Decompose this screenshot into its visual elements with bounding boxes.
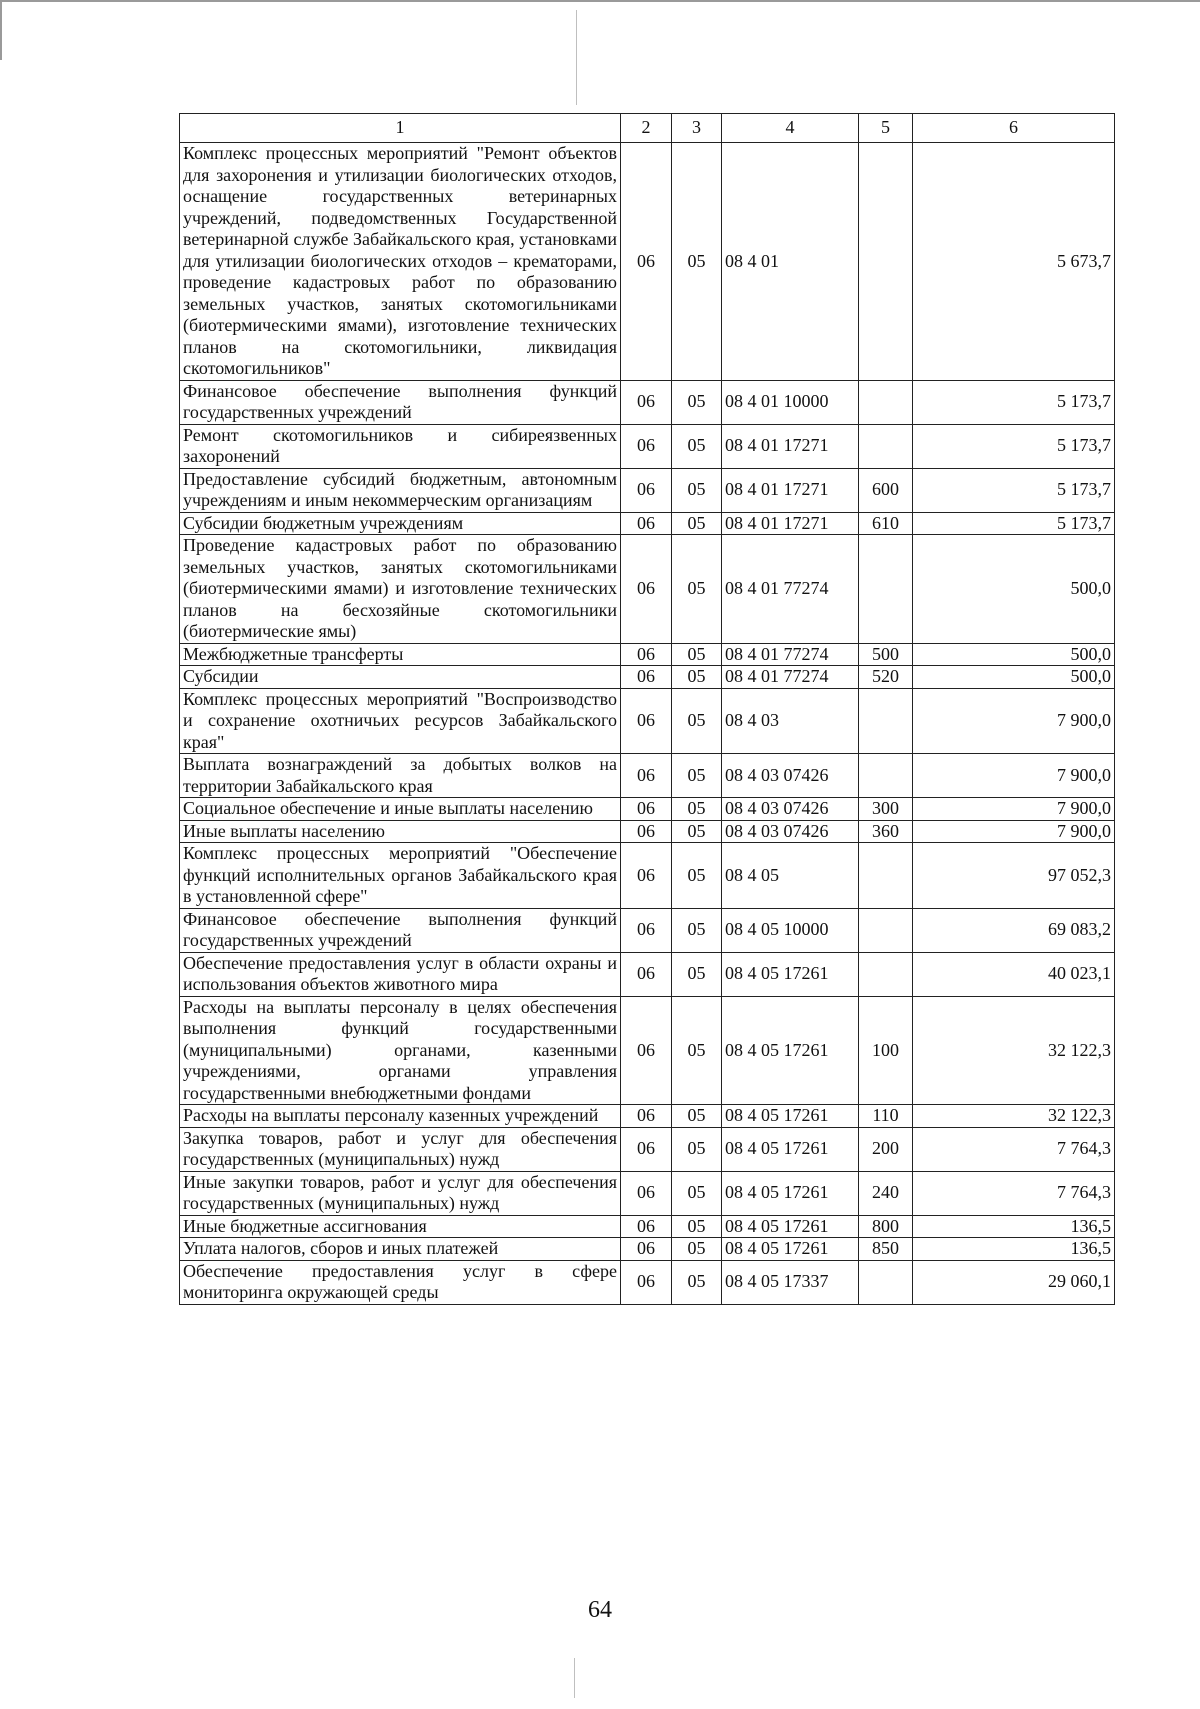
cell-name: Межбюджетные трансферты bbox=[180, 643, 621, 666]
cell-name: Выплата вознаграждений за добытых волков на территории Забайкальского края bbox=[180, 754, 621, 798]
table-row bbox=[180, 424, 1115, 468]
cell-target-article: 08 4 03 07426 bbox=[722, 820, 859, 843]
cell-subsection: 05 bbox=[672, 1171, 722, 1215]
cell-expense-type bbox=[859, 535, 913, 644]
table-row bbox=[180, 1238, 1115, 1261]
cell-target-article: 08 4 03 bbox=[722, 688, 859, 754]
cell-amount: 136,5 bbox=[913, 1215, 1115, 1238]
cell-target-article: 08 4 05 bbox=[722, 843, 859, 909]
cell-section: 06 bbox=[621, 1127, 672, 1171]
cell-amount: 500,0 bbox=[913, 643, 1115, 666]
table-row bbox=[180, 143, 1115, 381]
cell-amount: 7 900,0 bbox=[913, 688, 1115, 754]
cell-expense-type bbox=[859, 908, 913, 952]
table-row bbox=[180, 666, 1115, 689]
cell-subsection: 05 bbox=[672, 688, 722, 754]
cell-subsection: 05 bbox=[672, 1260, 722, 1304]
cell-target-article: 08 4 01 77274 bbox=[722, 643, 859, 666]
table-row bbox=[180, 512, 1115, 535]
cell-target-article: 08 4 03 07426 bbox=[722, 798, 859, 821]
cell-section: 06 bbox=[621, 380, 672, 424]
scan-left-border bbox=[0, 0, 2, 60]
table-header-row bbox=[180, 114, 1115, 143]
cell-expense-type: 100 bbox=[859, 996, 913, 1105]
cell-target-article: 08 4 05 17261 bbox=[722, 1171, 859, 1215]
cell-subsection: 05 bbox=[672, 468, 722, 512]
budget-table bbox=[179, 113, 1115, 1305]
cell-amount: 5 673,7 bbox=[913, 143, 1115, 381]
cell-section: 06 bbox=[621, 535, 672, 644]
cell-expense-type bbox=[859, 143, 913, 381]
cell-expense-type bbox=[859, 754, 913, 798]
cell-name: Субсидии bbox=[180, 666, 621, 689]
cell-subsection: 05 bbox=[672, 820, 722, 843]
cell-target-article: 08 4 05 17261 bbox=[722, 952, 859, 996]
cell-expense-type bbox=[859, 1260, 913, 1304]
cell-subsection: 05 bbox=[672, 380, 722, 424]
cell-amount: 5 173,7 bbox=[913, 512, 1115, 535]
cell-section: 06 bbox=[621, 843, 672, 909]
cell-name: Обеспечение предоставления услуг в сфере мониторинга окружающей среды bbox=[180, 1260, 621, 1304]
cell-target-article: 08 4 01 10000 bbox=[722, 380, 859, 424]
table-row bbox=[180, 820, 1115, 843]
cell-name: Предоставление субсидий бюджетным, автономным учреждениям и иным некоммерческим организациям bbox=[180, 468, 621, 512]
scan-top-border bbox=[0, 0, 1200, 2]
cell-expense-type: 520 bbox=[859, 666, 913, 689]
cell-name: Социальное обеспечение и иные выплаты населению bbox=[180, 798, 621, 821]
table-row bbox=[180, 1215, 1115, 1238]
cell-target-article: 08 4 05 17261 bbox=[722, 1105, 859, 1128]
cell-subsection: 05 bbox=[672, 908, 722, 952]
table-row bbox=[180, 535, 1115, 644]
cell-amount: 40 023,1 bbox=[913, 952, 1115, 996]
table-row bbox=[180, 843, 1115, 909]
cell-name: Субсидии бюджетным учреждениям bbox=[180, 512, 621, 535]
cell-amount: 7 900,0 bbox=[913, 798, 1115, 821]
cell-subsection: 05 bbox=[672, 1127, 722, 1171]
cell-subsection: 05 bbox=[672, 1105, 722, 1128]
cell-expense-type: 800 bbox=[859, 1215, 913, 1238]
cell-expense-type: 850 bbox=[859, 1238, 913, 1261]
cell-expense-type: 300 bbox=[859, 798, 913, 821]
column-header: 6 bbox=[913, 114, 1115, 143]
cell-target-article: 08 4 05 17261 bbox=[722, 1215, 859, 1238]
table-row bbox=[180, 468, 1115, 512]
page-number: 64 bbox=[588, 1597, 612, 1623]
table-row bbox=[180, 1171, 1115, 1215]
table-row bbox=[180, 798, 1115, 821]
cell-section: 06 bbox=[621, 1105, 672, 1128]
cell-expense-type bbox=[859, 688, 913, 754]
column-header: 4 bbox=[722, 114, 859, 143]
cell-amount: 500,0 bbox=[913, 666, 1115, 689]
cell-name: Расходы на выплаты персоналу в целях обеспечения выполнения функций государственными (муниципальными) органами, казенными учреждениями, органами управления государственными внебюджетными фондами bbox=[180, 996, 621, 1105]
cell-name: Иные выплаты населению bbox=[180, 820, 621, 843]
cell-name: Обеспечение предоставления услуг в области охраны и использования объектов животного мира bbox=[180, 952, 621, 996]
cell-amount: 7 764,3 bbox=[913, 1127, 1115, 1171]
cell-amount: 29 060,1 bbox=[913, 1260, 1115, 1304]
cell-section: 06 bbox=[621, 666, 672, 689]
cell-target-article: 08 4 05 17337 bbox=[722, 1260, 859, 1304]
cell-amount: 5 173,7 bbox=[913, 424, 1115, 468]
table-row bbox=[180, 1260, 1115, 1304]
cell-subsection: 05 bbox=[672, 1238, 722, 1261]
table-row bbox=[180, 908, 1115, 952]
cell-expense-type: 360 bbox=[859, 820, 913, 843]
cell-section: 06 bbox=[621, 996, 672, 1105]
cell-section: 06 bbox=[621, 424, 672, 468]
cell-name: Комплекс процессных мероприятий "Воспроизводство и сохранение охотничьих ресурсов Забайкальского края" bbox=[180, 688, 621, 754]
column-header: 1 bbox=[180, 114, 621, 143]
cell-name: Проведение кадастровых работ по образованию земельных участков, занятых скотомогильниками (биотермическими ямами) и изготовление технических планов на бесхозяйные скотомогильники (биотермические ямы) bbox=[180, 535, 621, 644]
cell-expense-type bbox=[859, 843, 913, 909]
cell-expense-type: 610 bbox=[859, 512, 913, 535]
cell-amount: 32 122,3 bbox=[913, 1105, 1115, 1128]
cell-section: 06 bbox=[621, 952, 672, 996]
cell-subsection: 05 bbox=[672, 424, 722, 468]
cell-subsection: 05 bbox=[672, 798, 722, 821]
cell-expense-type bbox=[859, 380, 913, 424]
table-row bbox=[180, 996, 1115, 1105]
cell-name: Комплекс процессных мероприятий "Ремонт объектов для захоронения и утилизации биологических отходов, оснащение государственных ветеринарных учреждений, подведомственных Государственной ветеринарной службе Забайкальского края, установками для утилизации биологических отходов – крематорами, проведение кадастровых работ по образованию земельных участков, занятых скотомогильниками (биотермическими ямами), изготовление технических планов на скотомогильники, ликвидация скотомогильников" bbox=[180, 143, 621, 381]
cell-subsection: 05 bbox=[672, 535, 722, 644]
cell-expense-type: 110 bbox=[859, 1105, 913, 1128]
cell-name: Расходы на выплаты персоналу казенных учреждений bbox=[180, 1105, 621, 1128]
cell-amount: 7 900,0 bbox=[913, 754, 1115, 798]
cell-expense-type: 200 bbox=[859, 1127, 913, 1171]
cell-target-article: 08 4 01 17271 bbox=[722, 468, 859, 512]
cell-name: Иные закупки товаров, работ и услуг для обеспечения государственных (муниципальных) нужд bbox=[180, 1171, 621, 1215]
cell-amount: 5 173,7 bbox=[913, 468, 1115, 512]
cell-subsection: 05 bbox=[672, 666, 722, 689]
cell-amount: 7 900,0 bbox=[913, 820, 1115, 843]
table-row bbox=[180, 754, 1115, 798]
cell-amount: 5 173,7 bbox=[913, 380, 1115, 424]
cell-amount: 7 764,3 bbox=[913, 1171, 1115, 1215]
table-row bbox=[180, 1127, 1115, 1171]
cell-target-article: 08 4 05 17261 bbox=[722, 1127, 859, 1171]
cell-section: 06 bbox=[621, 643, 672, 666]
cell-target-article: 08 4 01 17271 bbox=[722, 424, 859, 468]
cell-amount: 97 052,3 bbox=[913, 843, 1115, 909]
cell-subsection: 05 bbox=[672, 143, 722, 381]
table-row bbox=[180, 952, 1115, 996]
cell-subsection: 05 bbox=[672, 952, 722, 996]
cell-section: 06 bbox=[621, 143, 672, 381]
cell-subsection: 05 bbox=[672, 843, 722, 909]
cell-section: 06 bbox=[621, 688, 672, 754]
cell-target-article: 08 4 01 77274 bbox=[722, 535, 859, 644]
table-row bbox=[180, 380, 1115, 424]
cell-expense-type: 240 bbox=[859, 1171, 913, 1215]
cell-section: 06 bbox=[621, 908, 672, 952]
cell-section: 06 bbox=[621, 798, 672, 821]
scan-artifact-line bbox=[574, 1658, 575, 1698]
cell-subsection: 05 bbox=[672, 643, 722, 666]
cell-target-article: 08 4 03 07426 bbox=[722, 754, 859, 798]
cell-name: Закупка товаров, работ и услуг для обеспечения государственных (муниципальных) нужд bbox=[180, 1127, 621, 1171]
cell-name: Иные бюджетные ассигнования bbox=[180, 1215, 621, 1238]
cell-expense-type bbox=[859, 424, 913, 468]
cell-section: 06 bbox=[621, 1215, 672, 1238]
cell-name: Комплекс процессных мероприятий "Обеспечение функций исполнительных органов Забайкальского края в установленной сфере" bbox=[180, 843, 621, 909]
cell-target-article: 08 4 05 17261 bbox=[722, 996, 859, 1105]
cell-expense-type: 600 bbox=[859, 468, 913, 512]
cell-expense-type: 500 bbox=[859, 643, 913, 666]
cell-section: 06 bbox=[621, 1238, 672, 1261]
cell-target-article: 08 4 01 17271 bbox=[722, 512, 859, 535]
cell-name: Уплата налогов, сборов и иных платежей bbox=[180, 1238, 621, 1261]
column-header: 3 bbox=[672, 114, 722, 143]
cell-amount: 32 122,3 bbox=[913, 996, 1115, 1105]
cell-target-article: 08 4 05 10000 bbox=[722, 908, 859, 952]
cell-amount: 69 083,2 bbox=[913, 908, 1115, 952]
cell-section: 06 bbox=[621, 754, 672, 798]
cell-amount: 500,0 bbox=[913, 535, 1115, 644]
table-row bbox=[180, 1105, 1115, 1128]
cell-target-article: 08 4 05 17261 bbox=[722, 1238, 859, 1261]
column-header: 2 bbox=[621, 114, 672, 143]
cell-section: 06 bbox=[621, 1171, 672, 1215]
cell-expense-type bbox=[859, 952, 913, 996]
cell-target-article: 08 4 01 bbox=[722, 143, 859, 381]
cell-name: Финансовое обеспечение выполнения функций государственных учреждений bbox=[180, 908, 621, 952]
table-row bbox=[180, 688, 1115, 754]
cell-subsection: 05 bbox=[672, 1215, 722, 1238]
cell-subsection: 05 bbox=[672, 996, 722, 1105]
cell-name: Финансовое обеспечение выполнения функций государственных учреждений bbox=[180, 380, 621, 424]
cell-section: 06 bbox=[621, 1260, 672, 1304]
cell-subsection: 05 bbox=[672, 754, 722, 798]
cell-target-article: 08 4 01 77274 bbox=[722, 666, 859, 689]
cell-subsection: 05 bbox=[672, 512, 722, 535]
cell-section: 06 bbox=[621, 820, 672, 843]
table-row bbox=[180, 643, 1115, 666]
scan-artifact-line bbox=[576, 10, 577, 105]
column-header: 5 bbox=[859, 114, 913, 143]
cell-amount: 136,5 bbox=[913, 1238, 1115, 1261]
cell-section: 06 bbox=[621, 468, 672, 512]
cell-section: 06 bbox=[621, 512, 672, 535]
cell-name: Ремонт скотомогильников и сибиреязвенных захоронений bbox=[180, 424, 621, 468]
